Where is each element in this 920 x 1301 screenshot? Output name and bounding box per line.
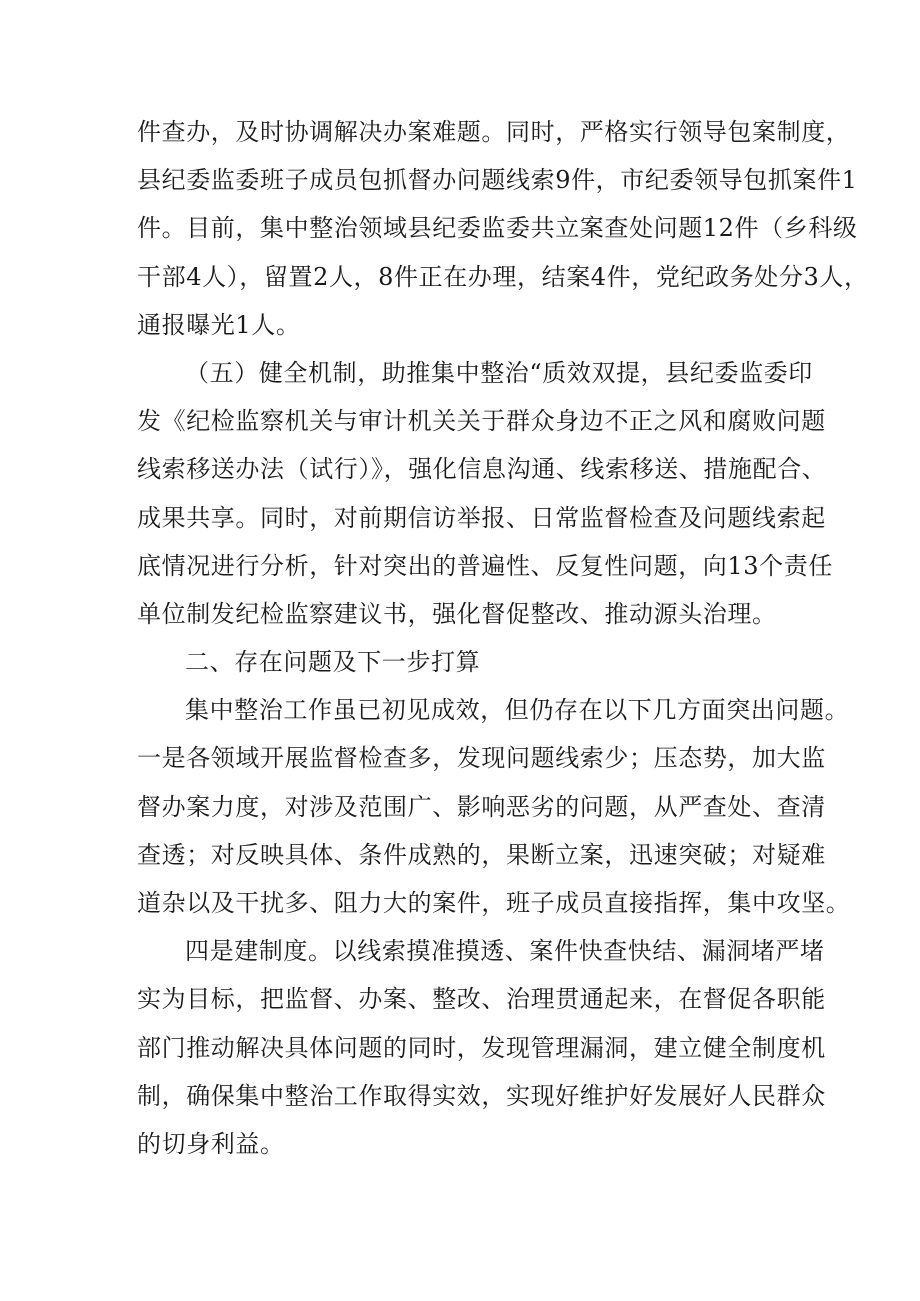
- text-line: 底情况进行分析，针对突出的普遍性、反复性问题，向13个责任: [137, 551, 833, 580]
- text-line: 县纪委监委班子成员包抓督办问题线索9件，市纪委领导包抓案件1: [137, 166, 858, 195]
- text-line: 道杂以及干扰多、阻力大的案件，班子成员直接指挥，集中攻坚。: [137, 889, 851, 917]
- section-five-heading-line: （五）健全机制，助推集中整治“质效双提，县纪委监委印: [185, 358, 813, 387]
- section-two-heading: 二、存在问题及下一步打算: [185, 648, 481, 677]
- text-line: 线索移送办法（试行）》，强化信息沟通、线索移送、措施配合、: [137, 455, 827, 484]
- text-line: 实为目标，把监督、办案、整改、治理贯通起来，在督促各职能: [137, 985, 826, 1014]
- text-line: 督办案力度，对涉及范围广、影响恶劣的问题，从严查处、查清: [137, 792, 826, 821]
- text-line: 件。目前，集中整治领域县纪委监委共立案查处问题12件（乡科级: [137, 214, 858, 243]
- text-line: 干部4人），留置2人，8件正在办理，结案4件，党纪政务处分3人，: [137, 262, 869, 291]
- paragraph-first-line: 四是建制度。以线索摸准摸透、案件快查快结、漏洞堵严堵: [185, 937, 825, 966]
- text-line: 制，确保集中整治工作取得实效，实现好维护好发展好人民群众: [137, 1081, 826, 1110]
- text-line: 成果共享。同时，对前期信访举报、日常监督检查及问题线索起: [137, 503, 826, 532]
- text-line: 的切身利益。: [137, 1129, 285, 1158]
- text-line: 通报曝光1人。: [137, 310, 301, 339]
- text-line: 件查办，及时协调解决办案难题。同时，严格实行领导包案制度，: [137, 118, 851, 146]
- paragraph-first-line: 集中整治工作虽已初见成效，但仍存在以下几方面突出问题。: [185, 696, 850, 725]
- document-body: [137, 108, 869, 1168]
- text-line: 一是各领域开展监督检查多，发现问题线索少；压态势，加大监: [137, 744, 826, 773]
- text-line: 发《纪检监察机关与审计机关关于群众身边不正之风和腐败问题: [137, 407, 826, 436]
- text-line: 部门推动解决具体问题的同时，发现管理漏洞，建立健全制度机: [137, 1033, 826, 1062]
- text-line: 单位制发纪检监察建议书，强化督促整改、推动源头治理。: [137, 599, 777, 628]
- text-line: 查透；对反映具体、条件成熟的，果断立案，迅速突破；对疑难: [137, 840, 826, 869]
